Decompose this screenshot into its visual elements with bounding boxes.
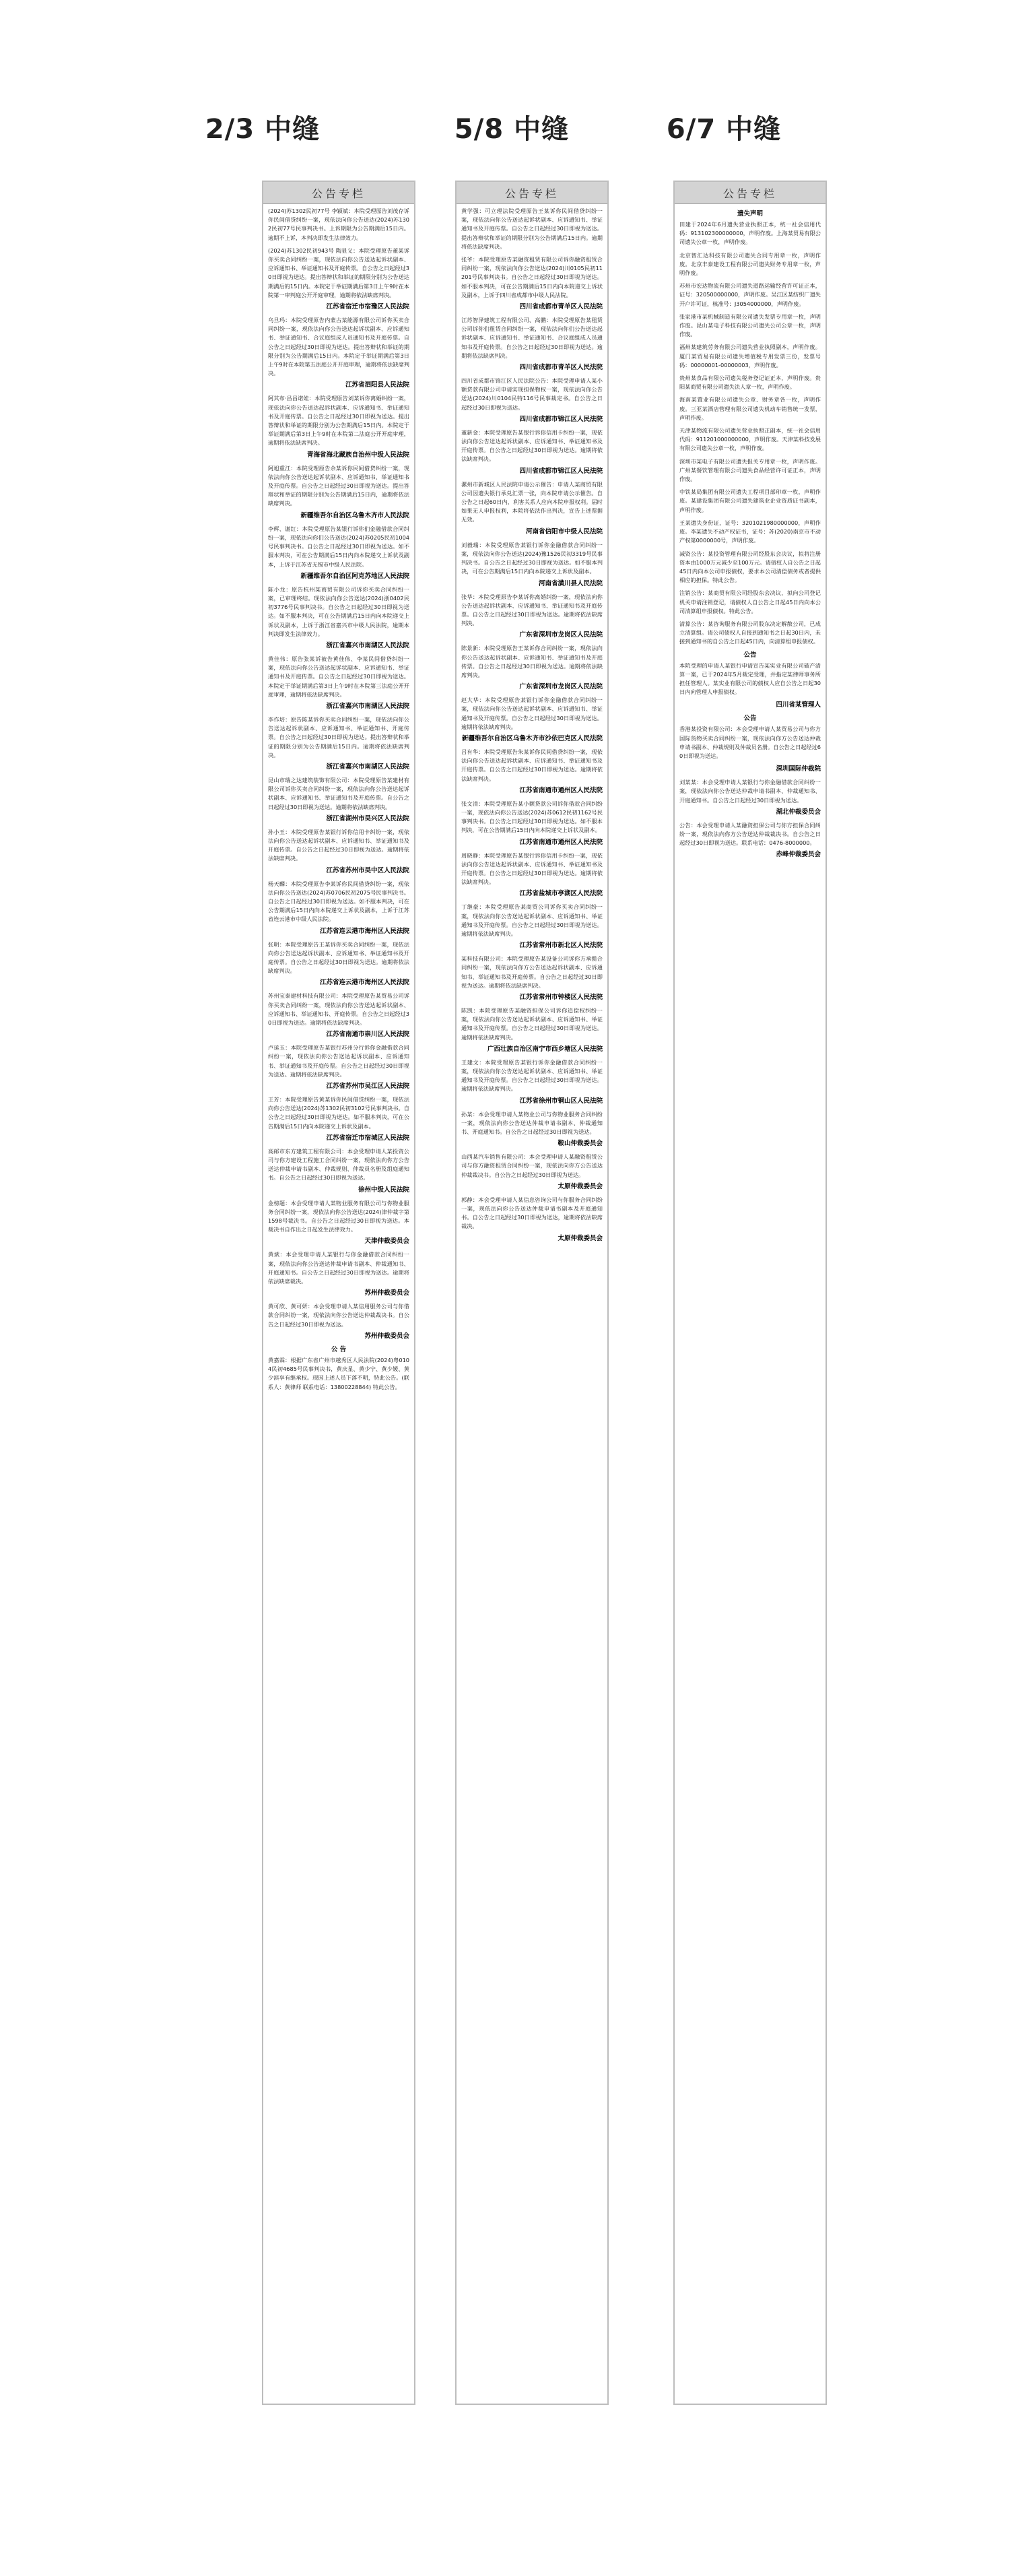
notice-text: 孙小玉：本院受理原告某银行诉你信用卡纠纷一案，现依法向你公告送达起诉状副本、应诉通知书、举证通知书及开庭传票。自公告之日起经过30日即视为送达。逾期将依法缺席判决。 xyxy=(268,828,409,862)
notice-item xyxy=(268,1250,409,1298)
notice-item xyxy=(268,585,409,651)
notice-text: 杨天麟：本院受理原告李某诉你民间借贷纠纷一案，现依法向你公告送达(2024)苏0706民初2075号民事判决书。自公告之日起经过30日即视为送达。如不服本判决，可在公告期满后15日内向本院递交上诉状及副本，上诉于江苏省连云港市中级人民法院。 xyxy=(268,880,409,923)
notice-item xyxy=(679,251,821,278)
notice-item xyxy=(268,1147,409,1195)
notice-text: 苏州宝泰建材科技有限公司：本院受理原告某贸易公司诉你买卖合同纠纷一案，现依法向你公告送达起诉状副本、应诉通知书、举证通知书、开庭传票。自公告之日起经过30日即视为送达。逾期将依法缺席判决。 xyxy=(268,992,409,1027)
notice-text: 减资公告：某投资管理有限公司经股东会决议，拟将注册资本由1000万元减少至100万元。请债权人自公告之日起45日内向本公司申报债权，要求本公司清偿债务或者提供相应的担保。特此公告。 xyxy=(679,550,821,584)
notice-issuer: 广东省深圳市龙岗区人民法院 xyxy=(519,631,603,639)
notice-issuer: 江苏省连云港市海州区人民法院 xyxy=(319,979,409,987)
notice-text: 王某遗失身份证，证号：3201021980000000，声明作废。李某遗失不动产权证书，证号：苏(2020)南京市不动产权第0000000号，声明作废。 xyxy=(679,519,821,544)
column-body xyxy=(457,204,607,1244)
notice-item xyxy=(268,828,409,876)
notice-item xyxy=(461,480,603,537)
notice-issuer: 江苏省南通市崇川区人民法院 xyxy=(326,1031,409,1039)
notice-text: 吕有华：本院受理原告朱某诉你民间借贷纠纷一案，现依法向你公告送达起诉状副本、应诉通知书、举证通知书及开庭传票。自公告之日起经过30日即视为送达。逾期将依法缺席判决。 xyxy=(461,748,603,782)
notice-item xyxy=(268,1043,409,1091)
notice-issuer: 青海省海北藏族自治州中级人民法院 xyxy=(306,451,409,459)
notice-issuer: 天津仲裁委员会 xyxy=(364,1237,409,1246)
notice-issuer: 四川省成都市锦江区人民法院 xyxy=(519,415,603,423)
notice-text: 四川省成都市锦江区人民法院公告：本院受理申请人某小额贷款有限公司申请实现担保物权一案，现依法向你公告送达(2024)川0104民特116号民事裁定书。自公告之日起经过30日即视为送达。 xyxy=(461,377,603,411)
notice-item xyxy=(461,255,603,312)
notice-issuer: 广东省深圳市龙岗区人民法院 xyxy=(519,683,603,691)
notice-issuer: 江苏省徐州市铜山区人民法院 xyxy=(519,1097,603,1105)
notice-item xyxy=(679,488,821,515)
notice-text: 海南某置业有限公司遗失公章、财务章各一枚，声明作废。三亚某酒店管理有限公司遗失机动车销售统一发票，声明作废。 xyxy=(679,396,821,421)
notice-text: 香港某投资有限公司：本会受理申请人某贸易公司与你方国际货物买卖合同纠纷一案，现依法向你方公告送达仲裁申请书副本、仲裁规则及仲裁员名册。自公告之日起经过60日即视为送达。 xyxy=(679,726,821,759)
notice-item xyxy=(679,550,821,585)
notice-text: 董新金：本院受理原告某银行诉你信用卡纠纷一案，现依法向你公告送达起诉状副本、应诉通知书、举证通知书及开庭传票。自公告之日起经过30日即视为送达。逾期将依法缺席判决。 xyxy=(461,428,603,463)
notice-issuer: 浙江省嘉兴市南湖区人民法院 xyxy=(326,641,409,649)
notice-issuer: 浙江省嘉兴市南湖区人民法院 xyxy=(326,763,409,771)
notice-item xyxy=(679,519,821,546)
notice-item xyxy=(461,644,603,692)
notice-text: 田建于2024年6月遗失营业执照正本，统一社会信用代码：913102300000000，声明作废。上海某贸易有限公司遗失公章一枚，声明作废。 xyxy=(679,221,821,246)
notice-text: 卢延玉：本院受理原告某银行苏州分行诉你金融借款合同纠纷一案，现依法向你公告送达起诉状副本、应诉通知书、举证通知书及开庭传票。自公告之日起经过30日即视为送达。逾期将依法缺席判决。 xyxy=(268,1044,409,1078)
notice-issuer: 四川省成都市锦江区人民法院 xyxy=(519,467,603,475)
notice-text: 黄斌：本会受理申请人某银行与你金融借款合同纠纷一案，现依法向你公告送达仲裁申请书副本、仲裁通知书、开庭通知书。自公告之日起经过30日即视为送达。逾期将依法缺席裁决。 xyxy=(268,1251,409,1285)
announcement-column-left xyxy=(262,181,415,2405)
notice-issuer: 太原仲裁委员会 xyxy=(558,1182,603,1190)
notice-text: 黄可欣、黄可妍：本会受理申请人某信用服务公司与你借款合同纠纷一案，现依法向你公告送达仲裁裁决书。自公告之日起经过30日即视为送达。 xyxy=(268,1303,409,1328)
notice-issuer: 江苏省苏州市吴中区人民法院 xyxy=(326,866,409,874)
notice-issuer: 江苏省宿迁市宿豫区人民法院 xyxy=(326,303,409,311)
notice-text: 贵州某食品有限公司遗失税务登记证正本，声明作废。贵阳某商贸有限公司遗失法人章一枚，声明作废。 xyxy=(679,375,821,391)
notice-text: 张明：本院受理原告王某诉你买卖合同纠纷一案，现依法向你公告送达起诉状副本、应诉通知书、举证通知书及开庭传票。自公告之日起经过30日即视为送达。逾期将依法缺席判决。 xyxy=(268,940,409,975)
notice-issuer: 浙江省湖州市吴兴区人民法院 xyxy=(326,814,409,823)
notice-issuer: 徐州中级人民法院 xyxy=(358,1186,409,1194)
notice-text: 张家港市某机械制造有限公司遗失发票专用章一枚，声明作废。昆山某电子科技有限公司遗失公司公章一枚，声明作废。 xyxy=(679,313,821,338)
notice-item xyxy=(268,1199,409,1247)
notice-text: 阿旭重江：本院受理原告余某诉你民间借贷纠纷一案，现依法向你公告送达起诉状副本、应诉通知书、举证通知书及开庭传票。自公告之日起经过30日即视为送达。提出答辩状和举证的期限分别为公告期满后15日内，逾期将依法缺席判决。 xyxy=(268,464,409,507)
notice-text: 昆山市瑞之达建筑装饰有限公司：本院受理原告某建材有限公司诉你买卖合同纠纷一案，现依法向你公告送达起诉状副本、应诉通知书、举证通知书及开庭传票。自公告之日起经过30日即视为送达。逾期将依法缺席判决。 xyxy=(268,776,409,810)
announcement-column-middle xyxy=(455,181,609,2405)
notice-text: 黄佳伟：原告张某诉被告黄佳伟、李某民间借贷纠纷一案，现依法向你公告送达起诉状副本、应诉通知书、举证通知书及开庭传票。自公告之日起经过30日即视为送达。本院定于举证期满后第3日上午9时在本院第三法庭公开开庭审理，逾期将依法缺席判决。 xyxy=(268,655,409,698)
notice-item xyxy=(268,655,409,711)
notice-item xyxy=(679,651,821,697)
notice-text: 金榜题：本会受理申请人某物业服务有限公司与你物业服务合同纠纷一案，现依法向你公告送达(2024)津仲裁字第1598号裁决书。自公告之日起经过30日即视为送达。本裁决书自作出之日起发生法律效力。 xyxy=(268,1199,409,1233)
column-body xyxy=(263,204,414,1392)
notice-text: 陈景新：本院受理原告王某诉你合同纠纷一案，现依法向你公告送达起诉状副本、应诉通知书、举证通知书及开庭传票。自公告之日起经过30日即视为送达。逾期将依法缺席判决。 xyxy=(461,645,603,678)
heading-middle: 5/8 中缝 xyxy=(454,114,570,145)
notice-item xyxy=(461,1110,603,1149)
notice-item xyxy=(268,394,409,459)
notice-item xyxy=(268,1302,409,1341)
notice-issuer: 四川省成都市青羊区人民法院 xyxy=(519,303,603,311)
notice-text: 某科技有限公司：本院受理原告某设备公司诉你方承揽合同纠纷一案，现依法向你方公告送达起诉状副本、应诉通知书、举证通知书及开庭传票。自公告之日起经过30日即视为送达。逾期将依法缺席判决。 xyxy=(461,955,603,989)
notice-text: 王芳：本院受理原告黄某诉你民间借贷纠纷一案，现依法向你公告送达(2024)苏1302民初3102号民事判决书。自公告之日起经过30日即视为送达。如不服本判决，可在公告期满后15日内向本院递交上诉状及副本。 xyxy=(268,1096,409,1130)
notice-item xyxy=(679,714,821,761)
notice-issuer: 新疆维吾尔自治区阿克苏地区人民法院 xyxy=(300,572,409,580)
notice-issuer: 江苏省南通市通州区人民法院 xyxy=(519,838,603,846)
notice-item xyxy=(268,525,409,581)
notice-item xyxy=(461,748,603,796)
notice-text: 清算公告：某咨询服务有限公司股东决定解散公司，已成立清算组。请公司债权人自接到通知书之日起30日内，未接到通知书的自公告之日起45日内，向清算组申报债权。 xyxy=(679,620,821,645)
notice-item xyxy=(679,374,821,391)
notice-issuer: 赤峰仲裁委员会 xyxy=(776,851,821,859)
notice-text: 阿其布·昌昌诺娃：本院受理原告刘某诉你离婚纠纷一案，现依法向你公告送达起诉状副本、应诉通知书、举证通知书及开庭传票。自公告之日起经过30日即视为送达。提出答辩状和举证的期限分别为公告期满后15日内。本院定于举证期满后第3日上午9时在本院第二法庭公开开庭审理，逾期将依法缺席判决。 xyxy=(268,395,409,447)
notice-item xyxy=(679,701,821,710)
notice-item xyxy=(679,426,821,453)
notice-text: 注销公告：某商贸有限公司经股东会决议，拟向公司登记机关申请注销登记，请债权人自公告之日起45日内向本公司清算组申报债权。特此公告。 xyxy=(679,589,821,614)
notice-text: 王建文：本院受理原告某银行诉你金融借款合同纠纷一案，现依法向你公告送达起诉状副本、应诉通知书、举证通知书及开庭传票。自公告之日起经过30日即视为送达。逾期将依法缺席判决。 xyxy=(461,1058,603,1093)
notice-item xyxy=(268,1095,409,1143)
notice-item xyxy=(268,247,409,312)
notice-issuer: 江苏省常州市钟楼区人民法院 xyxy=(519,994,603,1001)
column-body xyxy=(675,204,826,860)
notice-text: 赵大华：本院受理原告某银行诉你金融借款合同纠纷一案，现依法向你公告送达起诉状副本、应诉通知书、举证通知书及开庭传票。自公告之日起经过30日即视为送达。逾期将依法缺席判决。 xyxy=(461,697,603,730)
notice-issuer: 江苏省泗阳县人民法院 xyxy=(345,381,409,389)
notice-issuer: 江苏省苏州市吴江区人民法院 xyxy=(326,1083,409,1091)
notice-text: (2024)苏1302民初943号 陶显义：本院受理原告董某诉你买卖合同纠纷一案，现依法向你公告送达起诉状副本、应诉通知书、举证通知书及开庭传票。自公告之日起经过30日即视为送达。提出答辩状和举证的期限分别为公告送达期满后的15日内。本院定于举证期满后第3日上午9时在本院第一审判庭公开开庭审理，逾期将依法缺席判决。 xyxy=(268,247,409,298)
notice-text: 福州某建筑劳务有限公司遗失营业执照副本，声明作废。厦门某贸易有限公司遗失增值税专用发票三份，发票号码：00000001-00000003，声明作废。 xyxy=(679,344,821,368)
notice-issuer: 新疆维吾尔自治区乌鲁木齐市人民法院 xyxy=(300,511,409,519)
notice-issuer: 河南省潢川县人民法院 xyxy=(538,579,603,587)
notice-text: 陈凯：本院受理原告某融资担保公司诉你追偿权纠纷一案，现依法向你公告送达起诉状副本、应诉通知书、举证通知书及开庭传票。自公告之日起经过30日即视为送达。逾期将依法缺席判决。 xyxy=(461,1007,603,1041)
notice-issuer: 鞍山仲裁委员会 xyxy=(558,1140,603,1148)
notice-issuer: 四川省成都市青羊区人民法院 xyxy=(519,364,603,372)
notice-issuer: 苏州仲裁委员会 xyxy=(364,1332,409,1340)
notice-text: 乌旦玛：本院受理原告内蒙古某能源有限公司诉你买卖合同纠纷一案，现依法向你公告送达起诉状副本、应诉通知书、举证通知书、合议庭组成人员通知书及开庭传票。自公告之日起经过30日即视为送达。提出答辩状和举证的期限分别为公告期满后15日内。本院定于举证期满后第3日上午9时在本院第五法庭公开开庭审理，逾期将依法缺席判决。 xyxy=(268,317,409,377)
notice-item xyxy=(461,1058,603,1106)
notice-issuer: 江苏省常州市新北区人民法院 xyxy=(519,942,603,950)
column-header: 公告专栏 xyxy=(457,182,607,204)
heading-left: 2/3 中缝 xyxy=(205,114,321,145)
notice-issuer: 江苏省连云港市海州区人民法院 xyxy=(319,927,409,935)
notice-issuer: 公告 xyxy=(743,651,757,659)
notice-text: 高邮市东方建筑工程有限公司：本会受理申请人某投资公司与你方建设工程施工合同纠纷一案，现依法向你方公告送达仲裁申请书副本、仲裁规则、仲裁员名册及组庭通知书。自公告之日起经过30日即视为送达。 xyxy=(268,1147,409,1182)
notice-text: 山西某汽车销售有限公司：本会受理申请人某融资租赁公司与你方融资租赁合同纠纷一案，现依法向你方公告送达仲裁裁决书。自公告之日起经过30日即视为送达。 xyxy=(461,1153,603,1178)
notice-issuer: 苏州仲裁委员会 xyxy=(364,1289,409,1297)
notice-issuer: 湖北仲裁委员会 xyxy=(776,808,821,816)
notice-text: 漯州市新城区人民法院申请公示催告：申请人某商贸有限公司因遗失银行承兑汇票一张，向本院申请公示催告。自公告之日起60日内，利害关系人应向本院申报权利。届时如果无人申报权利，本院将依法作出判决，宣告上述票据无效。 xyxy=(461,480,603,523)
notice-issuer: 浙江省嘉兴市南湖区人民法院 xyxy=(326,702,409,710)
notice-item xyxy=(679,821,821,860)
notice-issuer: 河南省信阳市中级人民法院 xyxy=(525,527,603,536)
notice-item xyxy=(268,992,409,1039)
notice-text: 天津某物流有限公司遗失营业执照正副本，统一社会信用代码：911201000000000，声明作废。天津某科技发展有限公司遗失公章一枚，声明作废。 xyxy=(679,427,821,452)
notice-item xyxy=(461,1006,603,1054)
notice-item xyxy=(461,851,603,899)
notice-text: 周晓静：本院受理原告某银行诉你信用卡纠纷一案，现依法向你公告送达起诉状副本、应诉通知书、举证通知书及开庭传票。自公告之日起经过30日即视为送达。逾期将依法缺席判决。 xyxy=(461,851,603,886)
notice-issuer: 江苏省宿迁市宿城区人民法院 xyxy=(326,1134,409,1142)
notice-item xyxy=(268,464,409,521)
notice-text: 张爷：本院受理原告某融资租赁有限公司诉你融资租赁合同纠纷一案，现依法向你公告送达(2024)川0105民初11201号民事判决书。自公告之日起经过30日即视为送达。如不服本判决，可在公告期满后15日内向本院递交上诉状及副本，上诉于四川省成都市中级人民法院。 xyxy=(461,256,603,298)
notice-text: 北京智汇达科技有限公司遗失合同专用章一枚，声明作废。北京丰泰建设工程有限公司遗失财务专用章一枚，声明作废。 xyxy=(679,251,821,277)
notice-text: (2024)苏1302民初77号 李颖斌：本院受理原告刘茂存诉你民间借贷纠纷一案，现依法向你公告送达(2024)苏1302民初77号民事判决书。上诉期限为公告期满后15日内。逾期不上诉，本判决即发生法律效力。 xyxy=(268,207,409,241)
notice-item xyxy=(679,313,821,340)
notice-issuer: 江苏省盐城市亭湖区人民法院 xyxy=(519,890,603,898)
notice-item xyxy=(268,880,409,936)
notice-text: 中铁某局集团有限公司遗失工程项目部印章一枚，声明作废。某建设集团有限公司遗失建筑业企业资质证书副本，声明作废。 xyxy=(679,488,821,513)
notice-item xyxy=(461,1153,603,1192)
notice-item xyxy=(679,620,821,647)
notice-text: 张文清：本院受理原告某小额贷款公司诉你借款合同纠纷一案，现依法向你公告送达(2024)苏0612民初1162号民事判决书。自公告之日起经过30日即视为送达。如不服本判决，可在公告期满后15日内向本院递交上诉状及副本。 xyxy=(461,800,603,834)
notice-issuer: 深圳国际仲裁院 xyxy=(776,765,821,773)
notice-item xyxy=(268,940,409,988)
notice-issuer: 广西壮族自治区南宁市西乡塘区人民法院 xyxy=(487,1045,603,1053)
notice-text: 陈小龙：原告杭州某商贸有限公司诉你买卖合同纠纷一案，已审理终结。现依法向你公告送达(2024)浙0402民初3776号民事判决书。自公告之日起经过30日即视为送达。如不服本判决，可在公告期满后15日内向本院递交上诉状及副本，上诉于浙江省嘉兴市中级人民法院，逾期本判决即发生法律效力。 xyxy=(268,585,409,637)
column-header: 公告专栏 xyxy=(263,182,414,204)
notice-issuer: 四川省某管理人 xyxy=(776,701,821,709)
notice-issuer: 太原仲裁委员会 xyxy=(558,1234,603,1242)
notice-item xyxy=(679,589,821,616)
notice-item xyxy=(679,343,821,370)
notice-text: 苏州市宏达物流有限公司遗失道路运输经营许可证正本，证号：320500000000，声明作废。吴江区某纺织厂遗失开户许可证，核准号：J3054000000，声明作废。 xyxy=(679,282,821,307)
notice-item xyxy=(461,800,603,847)
notice-issuer: 新疆维吾尔自治区乌鲁木齐市沙依巴克区人民法院 xyxy=(461,734,603,742)
notice-text: 黄嘉霖：根据广东省广州市越秀区人民法院(2024)粤0104民初4685号民事判决书，黄庆星、黄少宁、黄少媛、黄少滨享有继承权。现因上述人员下落不明，特此公告。(联系人：黄律师 联系电话：13800228844) 特此公告。 xyxy=(268,1356,409,1390)
notice-item xyxy=(679,395,821,422)
notice-item xyxy=(268,316,409,390)
notice-item xyxy=(679,282,821,309)
notice-text: 江苏智泽建筑工程有限公司、高鹏：本院受理原告某租赁公司诉你们租赁合同纠纷一案，现依法向你们公告送达起诉状副本、应诉通知书、举证通知书、合议庭组成人员通知书及开庭传票。自公告之日起经过30日即视为送达。逾期将依法缺席判决。 xyxy=(461,317,603,359)
column-header: 公告专栏 xyxy=(675,182,826,204)
notice-issuer: 遗失声明 xyxy=(737,210,763,218)
notice-text: 张华：本院受理原告李某诉你离婚纠纷一案，现依法向你公告送达起诉状副本、应诉通知书、举证通知书及开庭传票。自公告之日起经过30日即视为送达。逾期将依法缺席判决。 xyxy=(461,593,603,627)
notice-text: 郭静：本会受理申请人某信息咨询公司与你服务合同纠纷一案，现依法向你公告送达仲裁申请书副本及开庭通知书。自公告之日起经过30日即视为送达，逾期将依法缺席裁决。 xyxy=(461,1196,603,1230)
notice-item xyxy=(268,1345,409,1392)
notice-text: 公告：本会受理申请人某融资担保公司与你方担保合同纠纷一案，现依法向你方公告送达仲裁裁决书。自公告之日起经过30日即视为送达。联系电话：0476-8000000。 xyxy=(679,821,821,847)
notice-item xyxy=(461,428,603,476)
notice-text: 李辉、谢红：本院受理原告某银行诉你们金融借款合同纠纷一案，现依法向你们公告送达(2024)苏0205民初1004号民事判决书。自公告之日起经过30日即视为送达。如不服本判决，可在公告期满后15日内向本院递交上诉状及副本，上诉于江苏省无锡市中级人民法院。 xyxy=(268,525,409,568)
notice-item xyxy=(461,1196,603,1244)
heading-right: 6/7 中缝 xyxy=(666,114,782,145)
notice-item xyxy=(679,765,821,774)
notice-text: 深圳市某电子有限公司遗失报关专用章一枚，声明作废。广州某餐饮管理有限公司遗失食品经营许可证正本，声明作废。 xyxy=(679,457,821,483)
notice-text: 孙某：本会受理申请人某物业公司与你物业服务合同纠纷一案，现依法向你公告送达仲裁申请书副本、仲裁通知书、开庭通知书。自公告之日起经过30日即视为送达。 xyxy=(461,1110,603,1136)
notice-item xyxy=(461,593,603,641)
notice-item xyxy=(461,955,603,1002)
notice-item xyxy=(268,207,409,243)
announcement-column-right xyxy=(673,181,827,2405)
notice-text: 刘某某：本会受理申请人某银行与你金融借款合同纠纷一案，现依法向你公告送达仲裁申请书副本、仲裁通知书、开庭通知书。自公告之日起经过30日即视为送达。 xyxy=(679,779,821,804)
notice-text: 李作培：原告陈某诉你买卖合同纠纷一案，现依法向你公告送达起诉状副本、应诉通知书、举证通知书、开庭传票。自公告之日起经过30日即视为送达。提出答辩状和举证的期限分别为公告期满后15日内。逾期将依法缺席判决。 xyxy=(268,715,409,759)
notice-item xyxy=(461,377,603,424)
notice-item xyxy=(268,715,409,772)
notice-item xyxy=(461,541,603,589)
notice-item xyxy=(461,316,603,373)
notice-text: 刘毅瑞：本院受理原告某银行诉你金融借款合同纠纷一案，现依法向你公告送达(2024)豫1526民初3319号民事判决书。自公告之日起经过30日即视为送达。如不服本判决，可在公告期满后15日内向本院递交上诉状及副本。 xyxy=(461,541,603,575)
notice-item xyxy=(461,696,603,744)
notice-issuer: 江苏省南通市通州区人民法院 xyxy=(519,786,603,794)
notice-item xyxy=(461,903,603,951)
notice-text: 丁继豪：本院受理原告某商贸公司诉你买卖合同纠纷一案，现依法向你公告送达起诉状副本、应诉通知书、举证通知书及开庭传票。自公告之日起经过30日即视为送达。逾期将依法缺席判决。 xyxy=(461,903,603,937)
notice-item xyxy=(268,776,409,824)
notice-item xyxy=(679,778,821,817)
notice-issuer: 公告 xyxy=(743,715,757,723)
notice-item xyxy=(679,210,821,247)
notice-item xyxy=(679,457,821,484)
notice-text: 本院受理的申请人某银行申请宣告某实业有限公司破产清算一案，已于2024年5月裁定受理，并指定某律师事务所担任管理人。某实业有限公司的债权人应自公告之日起30日内向管理人申报债权。 xyxy=(679,662,821,696)
notice-issuer: 公 告 xyxy=(331,1345,347,1353)
notice-item xyxy=(461,207,603,251)
notice-text: 黄学强：可立理法院受理原告王某诉你民间借贷纠纷一案，现依法向你公告送达起诉状副本、应诉通知书、举证通知书及开庭传票。自公告之日起经过30日即视为送达。提出答辩状和举证的期限分别为公告期满后15日内。逾期将依法缺席判决。 xyxy=(461,207,603,250)
